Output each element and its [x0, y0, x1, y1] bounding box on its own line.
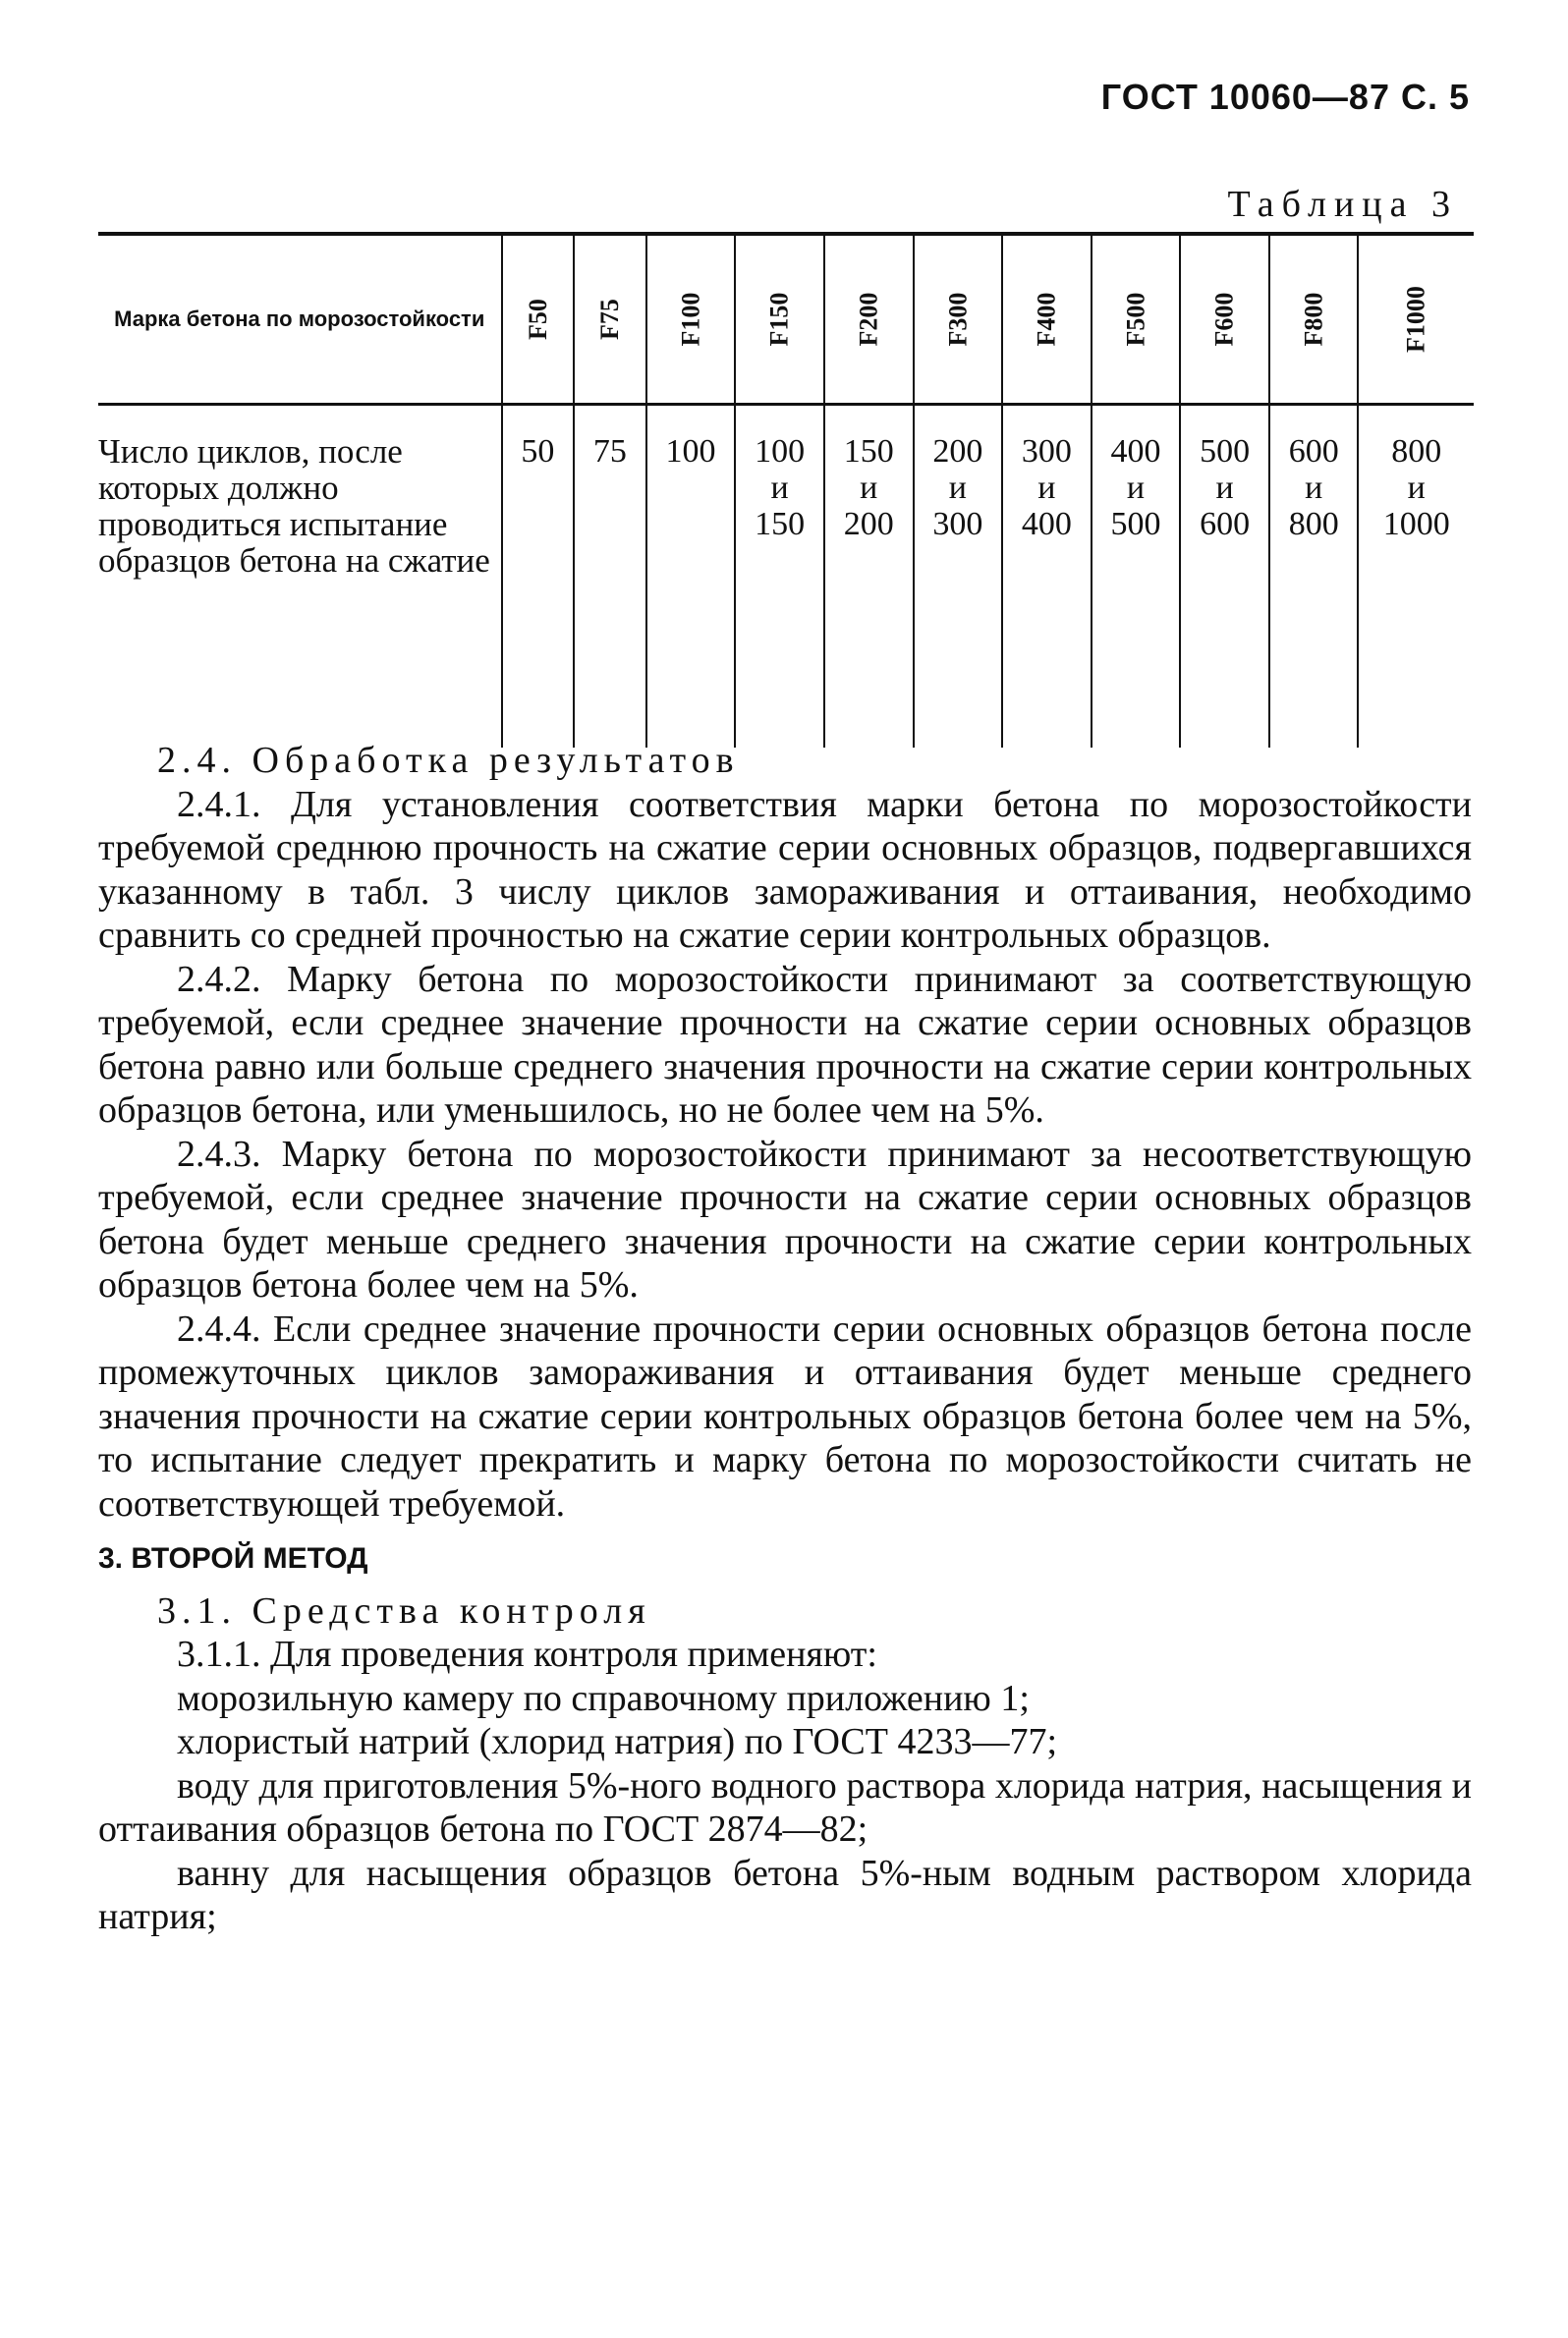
- grade-header: F100: [646, 234, 736, 405]
- document-body: [98, 739, 1472, 1939]
- grade-header: F400: [1002, 234, 1092, 405]
- table-header-row: [98, 234, 1474, 405]
- section-2-4-title: 2.4. Обработка результатов: [157, 740, 740, 781]
- grade-header: F500: [1092, 234, 1181, 405]
- table-cell: 100: [646, 405, 736, 749]
- table-cell: 400 и 500: [1092, 405, 1181, 749]
- paragraph-3-1-1: 3.1.1. Для проведения контроля применяют:: [177, 1634, 877, 1675]
- grade-header: F150: [735, 234, 824, 405]
- table-row: [98, 405, 1474, 749]
- paragraph-2-4-2: 2.4.2. Марку бетона по морозостойкости принимают за соответствующую требуемой, если среднее значение прочности на сжатие серии основных образцов бетона равно или больше среднего значения прочности на сжатие серии контрольных образцов бетона, или уменьшилось, но не более чем на 5%.: [98, 958, 1472, 1131]
- table-cell: 300 и 400: [1002, 405, 1092, 749]
- list-item: хлористый натрий (хлорид натрия) по ГОСТ 4233—77;: [177, 1721, 1058, 1762]
- paragraph-2-4-4: 2.4.4. Если среднее значение прочности серии основных образцов бетона после промежуточных циклов замораживания и оттаивания будет меньше среднего значения прочности на сжатие серии контрольных образцов бетона более чем на 5%, то испытание следует прекратить и марку бетона по морозостойкости считать не соответствующей требуемой.: [98, 1308, 1472, 1525]
- table-cell: 75: [574, 405, 646, 749]
- table-cell: 100 и 150: [735, 405, 824, 749]
- paragraph-2-4-1: 2.4.1. Для установления соответствия марки бетона по морозостойкости требуемой среднюю прочность на сжатие серии основных образцов, подвергавшихся указанному в табл. 3 числу циклов замораживания и оттаивания, необходимо сравнить со средней прочностью на сжатие серии контрольных образцов.: [98, 783, 1472, 956]
- table-cell: 500 и 600: [1180, 405, 1269, 749]
- table-label: Таблица 3: [1227, 184, 1458, 225]
- frost-resistance-table: [98, 232, 1474, 748]
- list-item: морозильную камеру по справочному приложению 1;: [177, 1677, 1030, 1719]
- table-cell: 600 и 800: [1269, 405, 1359, 749]
- table-cell: 50: [502, 405, 575, 749]
- grade-header: F1000: [1358, 234, 1474, 405]
- grade-header: F300: [914, 234, 1003, 405]
- grade-header: F75: [574, 234, 646, 405]
- list-item: воду для приготовления 5%-ного водного раствора хлорида натрия, насыщения и оттаивания образцов бетона по ГОСТ 2874—82;: [98, 1764, 1472, 1850]
- grade-header: F800: [1269, 234, 1359, 405]
- table-cell: 150 и 200: [824, 405, 914, 749]
- running-header: ГОСТ 10060—87 С. 5: [1100, 77, 1470, 117]
- paragraph-2-4-3: 2.4.3. Марку бетона по морозостойкости принимают за несоответствующую требуемой, если среднее значение прочности на сжатие серии основных образцов бетона будет меньше среднего значения прочности на сжатие серии контрольных образцов бетона более чем на 5%.: [98, 1133, 1472, 1306]
- grade-header: F50: [502, 234, 575, 405]
- table-cell: 200 и 300: [914, 405, 1003, 749]
- section-3-1-title: 3.1. Средства контроля: [157, 1589, 651, 1632]
- section-3-title: 3. ВТОРОЙ МЕТОД: [98, 1542, 368, 1575]
- table-cell: 800 и 1000: [1358, 405, 1474, 749]
- grade-header: F200: [824, 234, 914, 405]
- grade-header: F600: [1180, 234, 1269, 405]
- list-item: ванну для насыщения образцов бетона 5%-ным водным раствором хлорида натрия;: [98, 1852, 1472, 1937]
- table-header-label: Марка бетона по морозостойкости: [98, 234, 502, 405]
- row-label: Число циклов, после которых должно проводиться испытание образцов бетона на сжатие: [98, 405, 502, 749]
